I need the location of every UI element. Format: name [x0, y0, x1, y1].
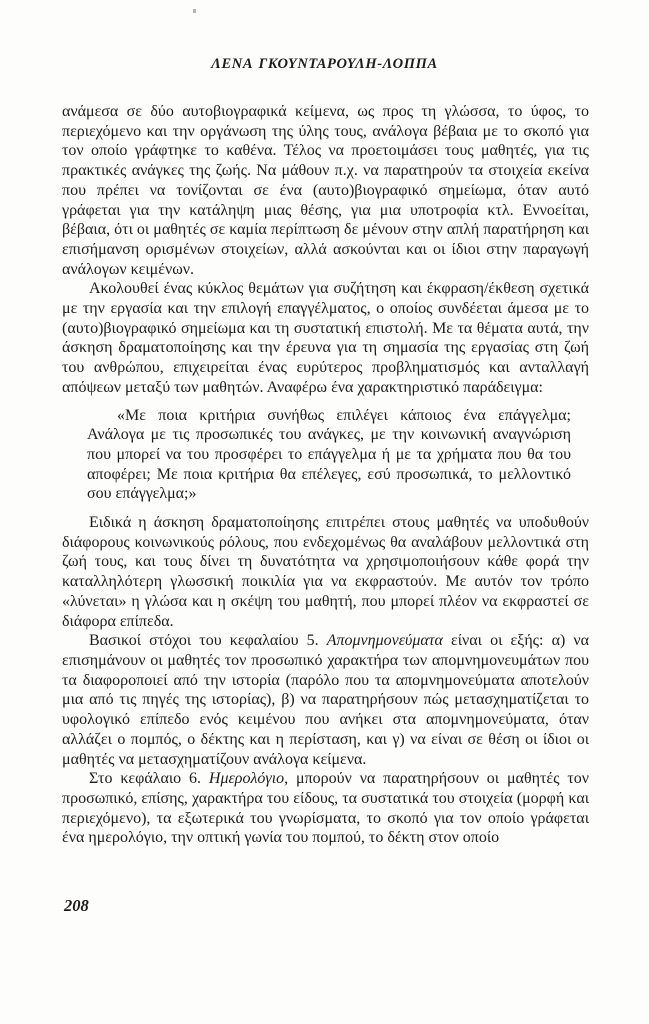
block-quote: «Με ποια κριτήρια συνήθως επιλέγει κάποιος ένα επάγγελμα; Ανάλογα με τις προσωπικές του ανάγκες, με την κοινωνική αναγνώριση που μπορεί να του προσφέρει το επάγγελμα ή με τα χρήματα που θα του αποφέρει; Με ποια κριτήρια θα επέλεγες, εσύ προσωπικά, το μελλοντικό σου επάγγελμα;»: [87, 406, 571, 503]
body-paragraph: Ειδικά η άσκηση δραματοποίησης επιτρέπει στους μαθητές να υποδυθούν διάφορους κοινωνικούς ρόλους, που ενδεχομένως θα αναλάβουν μελλοντικά στη ζωή τους, και τους δίνει τη δυνατότητα να χρησιμοποιήσουν κάθε φορά την καταλληλότερη γλωσσική ποικιλία για να εκφραστούν. Με αυτόν τον τρόπο «λύνεται» η γλώσα και η σκέψη του μαθητή, που μπορεί πλέον να εκφραστεί σε διάφορα επίπεδα.: [62, 514, 589, 630]
body-paragraph: Ακολουθεί ένας κύκλος θεμάτων για συζήτηση και έκφραση/έκθεση σχετικά με την εργασία και την επιλογή επαγγέλματος, ο οποίος συνδέεται άμεσα με το (αυτο)βιογραφικό σημείωμα και τη συστατική επιστολή. Με τα θέματα αυτά, την άσκηση δραματοποίησης και την έρευνα για τη σημασία της εργασίας στη ζωή του ανθρώπου, επιχειρείται ένας ευρύτερος προβληματισμός και ανταλλαγή απόψεων μεταξύ των μαθητών. Αναφέρω ένα χαρακτηριστικό παράδειγμα:: [62, 280, 589, 396]
running-head-author: ΛΕΝΑ ΓΚΟΥΝΤΑΡΟΥΛΗ-ΛΟΠΠΑ: [211, 56, 438, 72]
body-paragraph: Βασικοί στόχοι του κεφαλαίου 5. Απομνημονεύματα είναι οι εξής: α) να επισημάνουν οι μαθητές τον προσωπικό χαρακτήρα των απομνημονευμάτων που τα διαφοροποιεί από την ιστορία (παρόλο που τα απομνημονεύματα αποτελούν μια από τις πηγές της ιστορίας), β) να παρατηρήσουν πώς μετασχηματίζεται το υφολογικό επίπεδο ενός κειμένου που ανήκει στα απομνημονεύματα, όταν αλλάζει ο πομπός, ο δέκτης και η περίσταση, και γ) να είναι σε θέση οι ίδιοι οι μαθητές να μετασχηματίζουν ανάλογα κείμενα.: [62, 632, 589, 768]
body-text-column: [62, 102, 589, 848]
body-paragraph: Στο κεφάλαιο 6. Ημερολόγιο, μπορούν να παρατηρήσουν οι μαθητές τον προσωπικό, επίσης, χαρακτήρα του είδους, τα συστατικά του στοιχεία (μορφή και περιεχόμενο), τα εξωτερικά του γνωρίσματα, το σκοπό για τον οποίο γράφεται ένα ημερολόγιο, την οπτική γωνία του πομπού, το δέκτη στον οποίο: [62, 770, 589, 847]
scan-artifact: [193, 9, 196, 13]
body-paragraph: ανάμεσα σε δύο αυτοβιογραφικά κείμενα, ως προς τη γλώσσα, το ύφος, το περιεχόμενο και την οργάνωση της ύλης τους, ανάλογα βέβαια με το σκοπό για τον οποίο γράφτηκε το καθένα. Τέλος να προετοιμάσει τους μαθητές, για τις πρακτικές ανάγκες της ζωής. Να μάθουν π.χ. να παρατηρούν τα στοιχεία εκείνα που πρέπει να τονίζονται σε ένα (αυτο)βιογραφικό σημείωμα, όταν αυτό γράφεται για την κατάληψη μιας θέσης, για μια υποτροφία κτλ. Εννοείται, βέβαια, ότι οι μαθητές σε καμία περίπτωση δε μένουν στην απλή παρατήρηση και επισήμανση ορισμένων στοιχείων, αλλά ασκούνται και οι ίδιοι στην παραγωγή ανάλογων κειμένων.: [62, 103, 589, 278]
page-number: 208: [64, 896, 89, 915]
